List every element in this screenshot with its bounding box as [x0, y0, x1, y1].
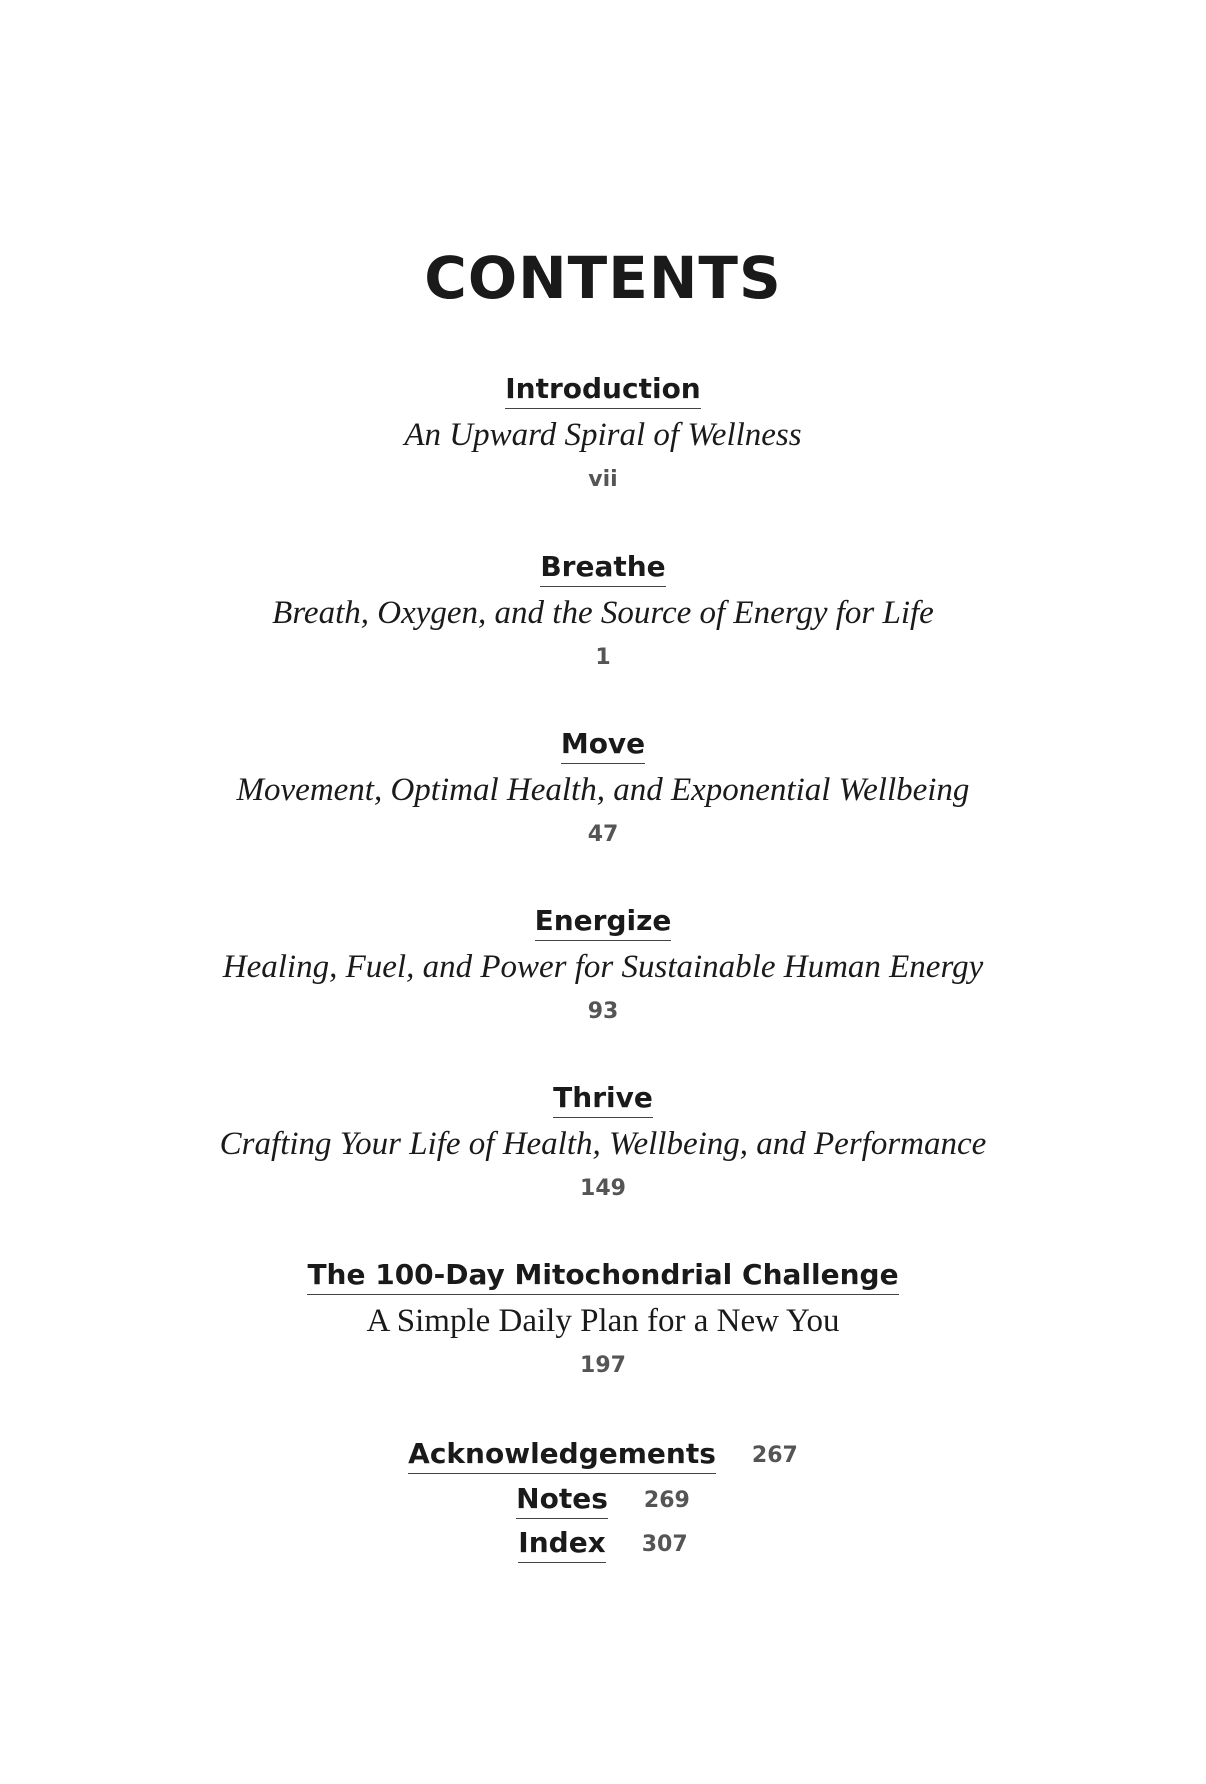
toc-heading-100-day-challenge[interactable]: The 100-Day Mitochondrial Challenge — [307, 1258, 898, 1295]
toc-entry-notes — [0, 1482, 1206, 1519]
page-title: CONTENTS — [424, 244, 782, 312]
toc-subtitle-energize: Healing, Fuel, and Power for Sustainable Human Energy — [222, 949, 984, 985]
toc-entry-breathe — [0, 550, 1206, 673]
toc-entry-index — [0, 1526, 1206, 1563]
toc-entry-move — [0, 727, 1206, 850]
toc-subtitle-move: Movement, Optimal Health, and Exponential Wellbeing — [236, 772, 970, 808]
toc-heading-index[interactable]: Index — [518, 1526, 605, 1563]
toc-page-number-thrive: 149 — [580, 1176, 626, 1201]
toc-subtitle-100-day-challenge: A Simple Daily Plan for a New You — [366, 1303, 840, 1339]
toc-entry-acknowledgements — [0, 1437, 1206, 1474]
toc-heading-notes[interactable]: Notes — [516, 1482, 608, 1519]
toc-page-number-energize: 93 — [587, 999, 619, 1024]
toc-entry-energize — [0, 904, 1206, 1027]
toc-heading-breathe[interactable]: Breathe — [540, 550, 665, 587]
toc-subtitle-introduction: An Upward Spiral of Wellness — [404, 417, 802, 453]
toc-subtitle-thrive: Crafting Your Life of Health, Wellbeing, and Performance — [219, 1126, 987, 1162]
toc-heading-thrive[interactable]: Thrive — [553, 1081, 653, 1118]
toc-heading-introduction[interactable]: Introduction — [505, 372, 701, 409]
toc-page-number-acknowledgements: 267 — [751, 1443, 798, 1468]
toc-heading-acknowledgements[interactable]: Acknowledgements — [408, 1437, 716, 1474]
toc-heading-energize[interactable]: Energize — [535, 904, 672, 941]
toc-entry-introduction — [0, 372, 1206, 495]
toc-subtitle-breathe: Breath, Oxygen, and the Source of Energy for Life — [272, 595, 934, 631]
toc-entry-thrive — [0, 1081, 1206, 1204]
toc-page-number-introduction: vii — [588, 467, 618, 492]
toc-page-number-index: 307 — [641, 1532, 688, 1557]
toc-page-number-notes: 269 — [643, 1488, 690, 1513]
toc-page-number-100-day-challenge: 197 — [580, 1353, 626, 1378]
toc-page-number-breathe: 1 — [595, 645, 611, 670]
toc-heading-move[interactable]: Move — [561, 727, 645, 764]
toc-page-number-move: 47 — [587, 822, 619, 847]
toc-entry-100-day-challenge — [0, 1258, 1206, 1381]
